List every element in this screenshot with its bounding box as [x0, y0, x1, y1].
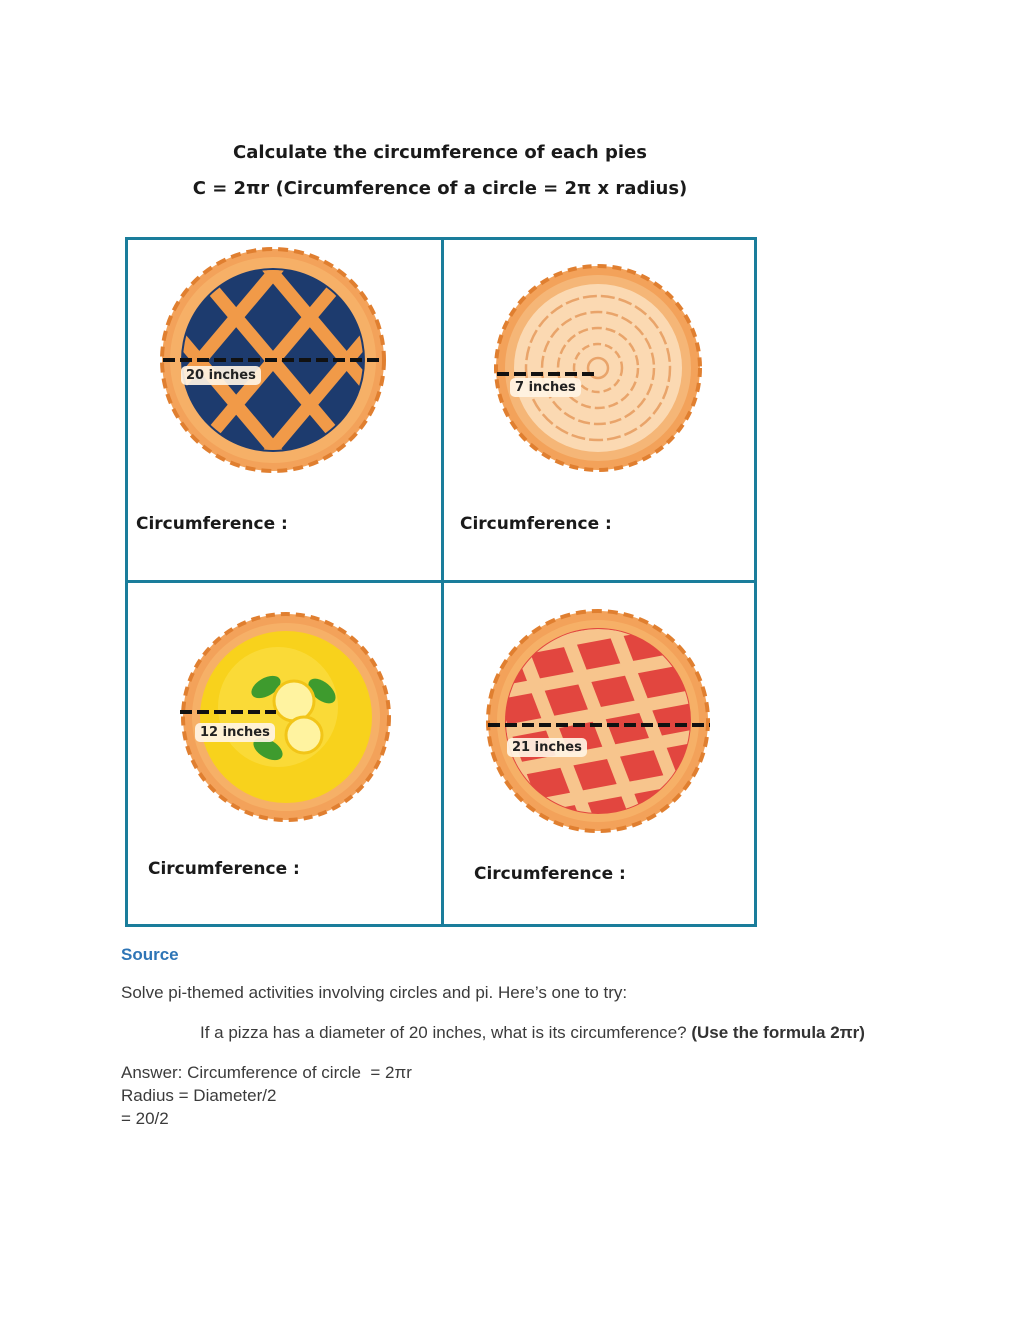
pie-cell-3	[125, 580, 444, 927]
pie-cell-1	[125, 237, 444, 583]
answer-line-2: Radius = Diameter/2	[121, 1086, 277, 1105]
intro-text: Solve pi-themed activities involving circles and pi. Here’s one to try:	[121, 983, 628, 1002]
question-text	[200, 1023, 865, 1043]
diameter-label: 20 inches	[181, 366, 261, 385]
pie-cell-4	[441, 580, 757, 927]
circumference-label: Circumference :	[136, 514, 288, 534]
formula-line: C = 2πr (Circumference of a circle = 2π x radius)	[192, 178, 688, 199]
pie-cell-2	[441, 237, 757, 583]
circumference-label: Circumference :	[474, 864, 626, 884]
pie-grid	[125, 237, 757, 927]
question-plain: If a pizza has a diameter of 20 inches, what is its circumference?	[200, 1023, 687, 1042]
answer-line-1: Answer: Circumference of circle = 2πr	[121, 1063, 412, 1082]
diameter-label: 7 inches	[510, 378, 581, 397]
circumference-label: Circumference :	[148, 859, 300, 879]
diameter-label: 12 inches	[195, 723, 275, 742]
diameter-label: 21 inches	[507, 738, 587, 757]
worksheet-title: Calculate the circumference of each pies	[233, 142, 647, 163]
answer-line-3: = 20/2	[121, 1109, 169, 1128]
circumference-label: Circumference :	[460, 514, 612, 534]
question-bold: (Use the formula 2πr)	[691, 1023, 865, 1042]
source-link[interactable]: Source	[121, 945, 179, 964]
